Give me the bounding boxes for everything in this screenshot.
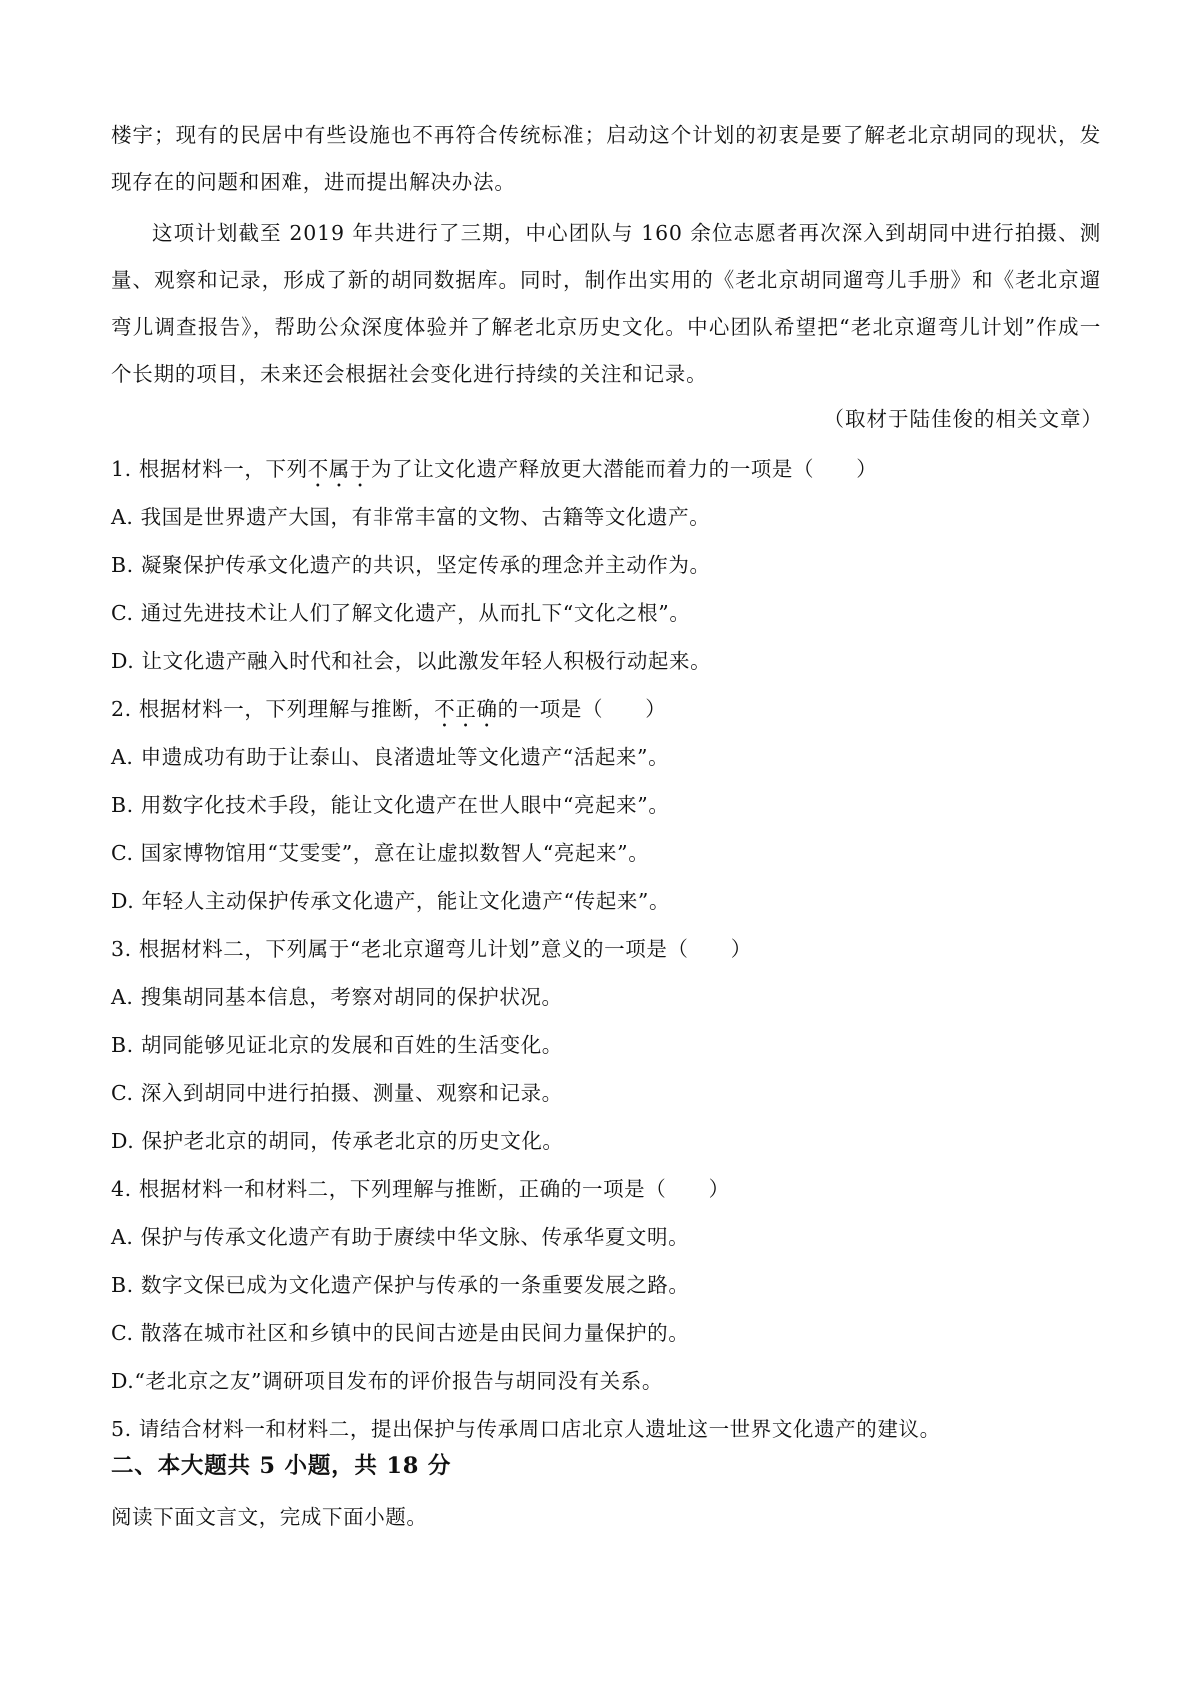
question-2-stem: 2. 根据材料一，下列理解与推断，不正确的一项是（ ） (111, 697, 667, 721)
question-1-emphasis: 不属于 (307, 457, 371, 481)
question-4-option-b: B. 数字文保已成为文化遗产保护与传承的一条重要发展之路。 (111, 1273, 690, 1297)
question-4-option-d: D.“老北京之友”调研项目发布的评价报告与胡同没有关系。 (111, 1369, 663, 1393)
question-3-option-d: D. 保护老北京的胡同，传承老北京的历史文化。 (111, 1129, 564, 1153)
question-2-option-c: C. 国家博物馆用“艾雯雯”，意在让虚拟数智人“亮起来”。 (111, 841, 650, 865)
question-3-option-a: A. 搜集胡同基本信息，考察对胡同的保护状况。 (111, 985, 563, 1009)
question-2-option-b: B. 用数字化技术手段，能让文化遗产在世人眼中“亮起来”。 (111, 793, 670, 817)
question-1-option-b: B. 凝聚保护传承文化遗产的共识，坚定传承的理念并主动作为。 (111, 553, 711, 577)
question-3-stem: 3. 根据材料二，下列属于“老北京遛弯儿计划”意义的一项是（ ） (111, 937, 752, 961)
passage-source: （取材于陆佳俊的相关文章） (823, 407, 1103, 431)
passage-paragraph-1: 楼宇；现有的民居中有些设施也不再符合传统标准；启动这个计划的初衷是要了解老北京胡同的现状，发现存在的问题和困难，进而提出解决办法。 (111, 123, 1101, 194)
question-1-option-d: D. 让文化遗产融入时代和社会，以此激发年轻人积极行动起来。 (111, 649, 712, 673)
question-2-option-d: D. 年轻人主动保护传承文化遗产，能让文化遗产“传起来”。 (111, 889, 671, 913)
question-2-emphasis: 不正确 (434, 697, 498, 721)
section-2-heading: 二、本大题共 5 小题，共 18 分 (111, 1453, 452, 1479)
question-4-option-a: A. 保护与传承文化遗产有助于赓续中华文脉、传承华夏文明。 (111, 1225, 690, 1249)
question-1-option-c: C. 通过先进技术让人们了解文化遗产，从而扎下“文化之根”。 (111, 601, 691, 625)
question-1-option-a: A. 我国是世界遗产大国，有非常丰富的文物、古籍等文化遗产。 (111, 505, 711, 529)
question-4-stem: 4. 根据材料一和材料二，下列理解与推断，正确的一项是（ ） (111, 1177, 730, 1201)
question-3-option-c: C. 深入到胡同中进行拍摄、测量、观察和记录。 (111, 1081, 563, 1105)
passage-paragraph-2: 这项计划截至 2019 年共进行了三期，中心团队与 160 余位志愿者再次深入到胡同中进行拍摄、测量、观察和记录，形成了新的胡同数据库。同时，制作出实用的《老北京胡同遛弯儿手册》和《老北京遛弯儿调查报告》，帮助公众深度体验并了解老北京历史文化。中心团队希望把“老北京遛弯儿计划”作成一个长期的项目，未来还会根据社会变化进行持续的关注和记录。 (111, 221, 1101, 386)
question-1-stem: 1. 根据材料一，下列不属于为了让文化遗产释放更大潜能而着力的一项是（ ） (111, 457, 878, 481)
question-2-option-a: A. 申遗成功有助于让泰山、良渚遗址等文化遗产“活起来”。 (111, 745, 670, 769)
section-2-instruction: 阅读下面文言文，完成下面小题。 (111, 1505, 428, 1529)
question-3-option-b: B. 胡同能够见证北京的发展和百姓的生活变化。 (111, 1033, 563, 1057)
question-5-stem: 5. 请结合材料一和材料二，提出保护与传承周口店北京人遗址这一世界文化遗产的建议。 (111, 1417, 941, 1441)
question-4-option-c: C. 散落在城市社区和乡镇中的民间古迹是由民间力量保护的。 (111, 1321, 690, 1345)
